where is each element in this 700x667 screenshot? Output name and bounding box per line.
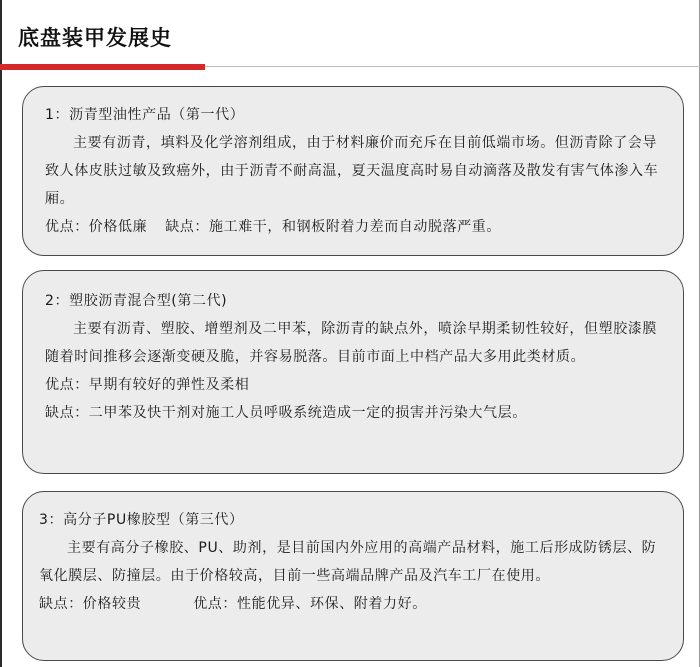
title-divider	[205, 66, 700, 67]
section-card-gen1	[22, 86, 684, 256]
title-accent-bar	[0, 64, 205, 70]
pros-text: 优点：早期有较好的弹性及柔相	[45, 377, 250, 393]
section-card-gen2	[22, 270, 684, 474]
pros-text: 优点：价格低廉	[45, 219, 148, 235]
cons-text: 缺点：二甲苯及快干剂对施工人员呼吸系统造成一定的损害并污染大气层。	[45, 405, 527, 421]
section-heading: 1：沥青型油性产品（第一代）	[45, 107, 245, 123]
pros-cons-line	[39, 590, 669, 618]
section-card-gen3	[22, 491, 684, 661]
cons-text: 缺点：施工难干，和钢板附着力差而自动脱落严重。	[165, 219, 502, 235]
pros-cons-line	[45, 213, 669, 241]
section-heading: 2：塑胶沥青混合型(第二代)	[45, 293, 228, 309]
frame-left-border	[0, 0, 2, 667]
section-description: 主要有沥青，填料及化学溶剂组成，由于材料廉价而充斥在目前低端市场。但沥青除了会导致人体皮肤过敏及致癌外，由于沥青不耐高温，夏天温度高时易自动滴落及散发有害气体渗入车厢。	[45, 135, 659, 207]
cons-text: 缺点：价格较贵	[39, 596, 142, 612]
section-heading: 3：高分子PU橡胶型（第三代）	[39, 512, 244, 528]
page-title: 底盘装甲发展史	[18, 26, 172, 50]
section-description: 主要有沥青、塑胶、增塑剂及二甲苯，除沥青的缺点外，喷涂早期柔韧性较好，但塑胶漆膜随着时间推移会逐渐变硬及脆，并容易脱落。目前市面上中档产品大多用此类材质。	[45, 321, 657, 365]
section-description: 主要有高分子橡胶、PU、助剂，是目前国内外应用的高端产品材料，施工后形成防锈层、防氧化膜层、防撞层。由于价格较高，目前一些高端品牌产品及汽车工厂在使用。	[39, 540, 657, 584]
pros-text: 优点：性能优异、环保、附着力好。	[193, 596, 427, 612]
